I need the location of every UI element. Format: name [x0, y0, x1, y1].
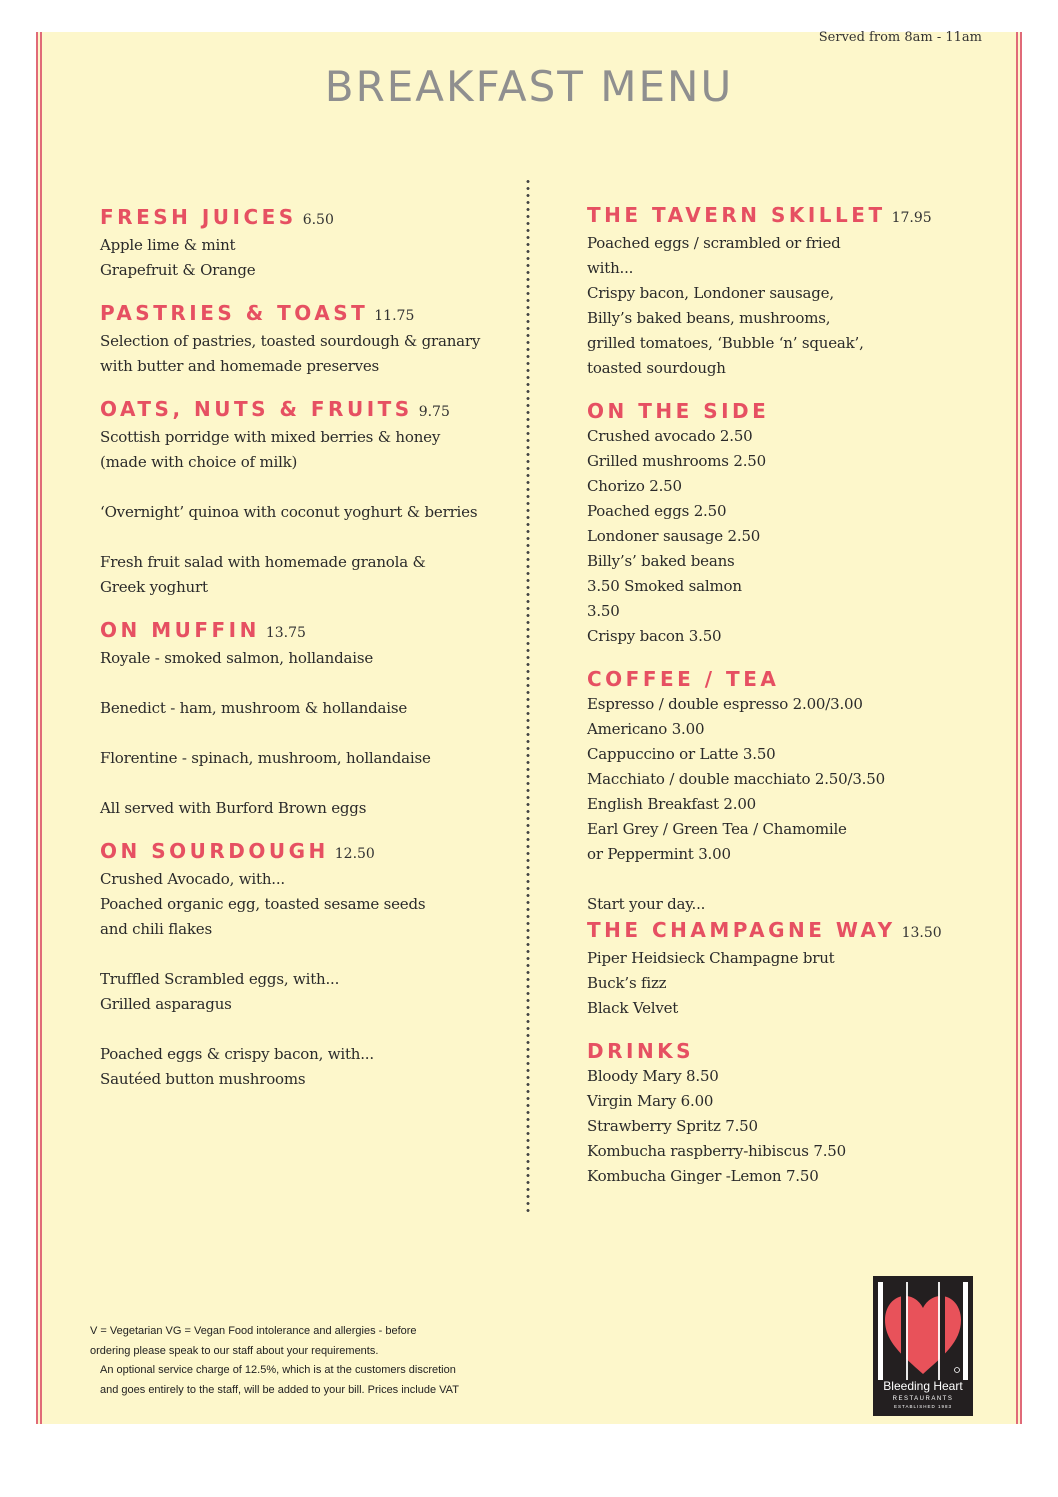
service-charge-line: and goes entirely to the staff, will be added to your bill. Prices include VAT: [100, 1383, 459, 1396]
section-heading-tavern-skillet: THE TAVERN SKILLET 17.95: [587, 203, 932, 227]
menu-line: Royale - smoked salmon, hollandaise: [100, 649, 374, 667]
section-price: 17.95: [891, 210, 932, 226]
section-heading-oats-nuts-fruits: OATS, NUTS & FRUITS 9.75: [100, 397, 450, 421]
section-heading-pastries-toast: PASTRIES & TOAST 11.75: [100, 301, 415, 325]
menu-line: with...: [587, 259, 634, 277]
menu-line: Crushed avocado 2.50: [587, 427, 753, 445]
menu-line: 3.50 Smoked salmon: [587, 577, 742, 595]
section-heading-champagne-way: THE CHAMPAGNE WAY 13.50: [587, 918, 942, 942]
menu-line: Strawberry Spritz 7.50: [587, 1117, 758, 1135]
allergy-note-line: V = Vegetarian VG = Vegan Food intolerance and allergies - before: [90, 1325, 417, 1337]
section-price: 13.75: [265, 625, 306, 641]
right-border-line: [1020, 32, 1022, 1424]
section-heading-fresh-juices: FRESH JUICES 6.50: [100, 205, 334, 229]
menu-line: Earl Grey / Green Tea / Chamomile: [587, 820, 847, 838]
section-heading-on-sourdough: ON SOURDOUGH 12.50: [100, 839, 375, 863]
menu-line: or Peppermint 3.00: [587, 845, 731, 863]
menu-line: Florentine - spinach, mushroom, hollandaise: [100, 749, 431, 767]
menu-line: Apple lime & mint: [100, 236, 236, 254]
menu-line: (made with choice of milk): [100, 453, 298, 471]
logo-sub: RESTAURANTS: [892, 1396, 954, 1402]
menu-line: Poached eggs / scrambled or fried: [587, 234, 841, 252]
menu-line: Sautéed button mushrooms: [100, 1070, 306, 1088]
menu-line: Poached organic egg, toasted sesame seeds: [100, 895, 426, 913]
menu-line: with butter and homemade preserves: [100, 357, 380, 375]
menu-line: Kombucha Ginger -Lemon 7.50: [587, 1167, 819, 1185]
menu-line: grilled tomatoes, ‘Bubble ‘n’ squeak’,: [587, 334, 864, 352]
menu-line: Kombucha raspberry-hibiscus 7.50: [587, 1142, 846, 1160]
menu-line: Poached eggs & crispy bacon, with...: [100, 1045, 374, 1063]
menu-line: Grilled asparagus: [100, 995, 232, 1013]
menu-line: toasted sourdough: [587, 359, 726, 377]
menu-line: All served with Burford Brown eggs: [100, 799, 367, 817]
menu-line: Grilled mushrooms 2.50: [587, 452, 766, 470]
menu-line: Bloody Mary 8.50: [587, 1067, 719, 1085]
menu-line: Billy’s baked beans, mushrooms,: [587, 309, 831, 327]
menu-line: Truffled Scrambled eggs, with...: [100, 970, 340, 988]
bleeding-heart-logo: [873, 1276, 973, 1416]
menu-line: Greek yoghurt: [100, 578, 208, 596]
menu-line: Virgin Mary 6.00: [587, 1092, 714, 1110]
menu-line: Grapefruit & Orange: [100, 261, 256, 279]
menu-line: Poached eggs 2.50: [587, 502, 727, 520]
section-price: 13.50: [901, 925, 942, 941]
right-column: [587, 202, 1007, 1189]
menu-line: ‘Overnight’ quinoa with coconut yoghurt & berries: [100, 503, 478, 521]
menu-line: Crispy bacon 3.50: [587, 627, 722, 645]
menu-line: Chorizo 2.50: [587, 477, 682, 495]
left-border-line-inner: [40, 32, 42, 1424]
section-price: 12.50: [334, 846, 375, 862]
menu-line: and chili flakes: [100, 920, 212, 938]
menu-line: English Breakfast 2.00: [587, 795, 757, 813]
service-charge-line: An optional service charge of 12.5%, which is at the customers discretion: [100, 1364, 456, 1376]
page-title: BREAKFAST MENU: [324, 62, 734, 111]
champagne-intro: Start your day...: [587, 895, 706, 913]
menu-line: Americano 3.00: [587, 720, 705, 738]
menu-line: Crispy bacon, Londoner sausage,: [587, 284, 834, 302]
section-price: 6.50: [302, 212, 334, 228]
menu-line: Espresso / double espresso 2.00/3.00: [587, 695, 863, 713]
section-price: 9.75: [418, 404, 450, 420]
heart-icon: [873, 1276, 973, 1416]
section-heading-coffee-tea: COFFEE / TEA: [587, 667, 780, 691]
column-divider: [526, 178, 530, 1212]
section-heading-on-muffin: ON MUFFIN 13.75: [100, 618, 306, 642]
menu-line: Macchiato / double macchiato 2.50/3.50: [587, 770, 885, 788]
menu-line: Black Velvet: [587, 999, 679, 1017]
menu-line: 3.50: [587, 602, 620, 620]
left-border-line: [36, 32, 38, 1424]
logo-name: Bleeding Heart: [883, 1379, 963, 1393]
menu-line: Billy’s’ baked beans: [587, 552, 735, 570]
menu-line: Cappuccino or Latte 3.50: [587, 745, 776, 763]
section-heading-on-the-side: ON THE SIDE: [587, 399, 770, 423]
serving-hours: Served from 8am - 11am: [818, 30, 982, 45]
section-price: 11.75: [374, 308, 415, 324]
menu-line: Benedict - ham, mushroom & hollandaise: [100, 699, 408, 717]
logo-est: ESTABLISHED 1983: [894, 1404, 952, 1409]
menu-line: Londoner sausage 2.50: [587, 527, 761, 545]
section-heading-drinks: DRINKS: [587, 1039, 695, 1063]
footer-notes: [90, 1322, 520, 1400]
left-column: [100, 204, 510, 1092]
right-border-line-inner: [1016, 32, 1018, 1424]
menu-line: Selection of pastries, toasted sourdough & granary: [100, 332, 481, 350]
menu-line: Scottish porridge with mixed berries & honey: [100, 428, 441, 446]
menu-line: Buck’s fizz: [587, 974, 667, 992]
menu-line: Crushed Avocado, with...: [100, 870, 285, 888]
allergy-note-line: ordering please speak to our staff about your requirements.: [90, 1344, 379, 1357]
menu-line: Fresh fruit salad with homemade granola &: [100, 553, 426, 571]
menu-line: Piper Heidsieck Champagne brut: [587, 949, 835, 967]
